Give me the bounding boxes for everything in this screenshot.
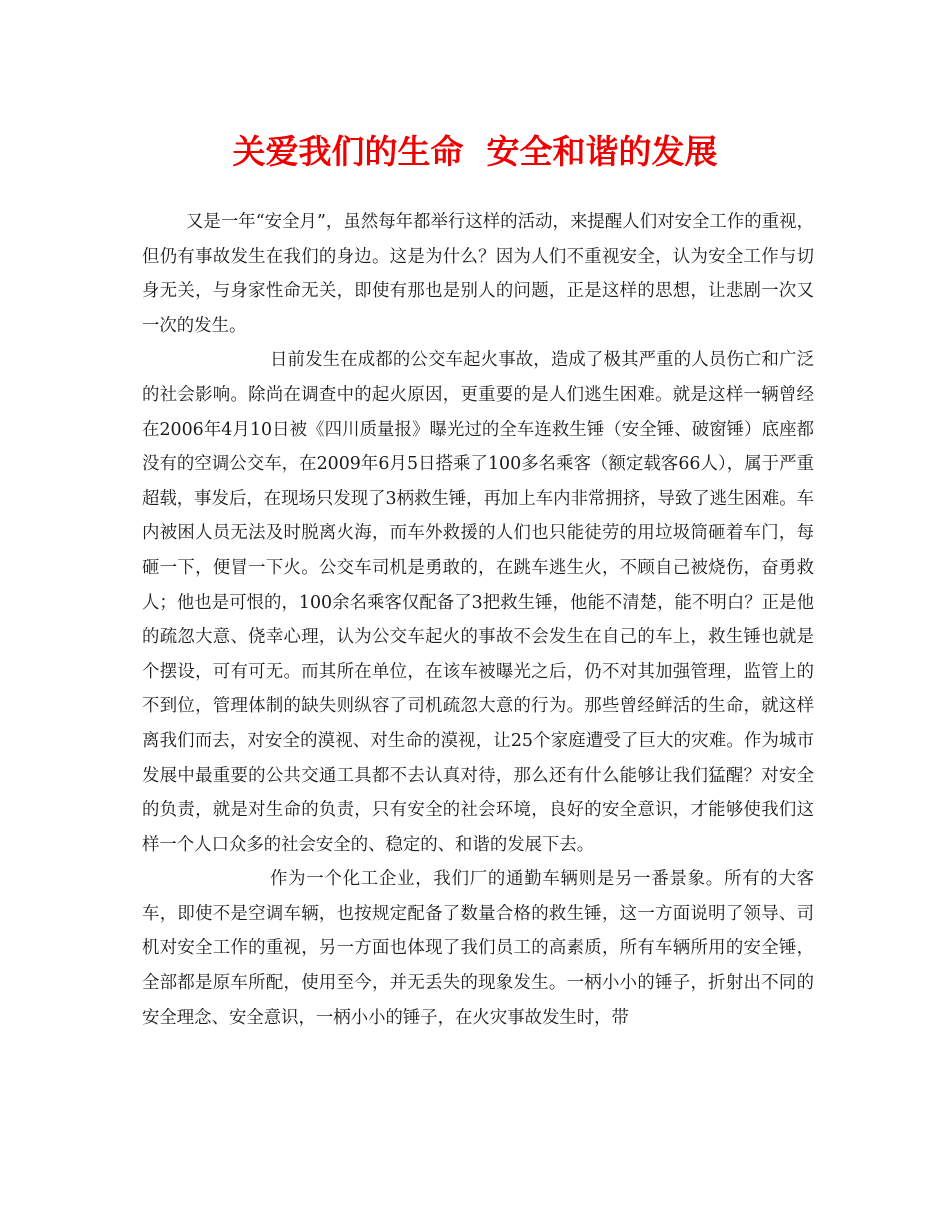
paragraph-3: 作为一个化工企业，我们厂的通勤车辆则是另一番景象。所有的大客车，即使不是空调车辆，也按规定配备了数量合格的救生锤，这一方面说明了领导、司机对安全工作的重视，另一方面也体现了我们员工的高素质，所有车辆所用的安全锤，全部都是原车所配，使用至今，并无丢失的现象发生。一柄小小的锤子，折射出不同的安全理念、安全意识，一柄小小的锤子，在火灾事故发生时，带 <box>142 869 814 1028</box>
document-title: 关爱我们的生命 安全和谐的发展 <box>232 132 718 171</box>
document-body <box>142 205 814 1035</box>
paragraph-1: 又是一年“安全月”，虽然每年都举行这样的活动，来提醒人们对安全工作的重视，但仍有事故发生在我们的身边。这是为什么？因为人们不重视安全，认为安全工作与切身无关，与身家性命无关，即使有那也是别人的问题，正是这样的思想，让悲剧一次又一次的发生。 <box>142 212 814 336</box>
paragraph-2: 日前发生在成都的公交车起火事故，造成了极其严重的人员伤亡和广泛的社会影响。除尚在调查中的起火原因，更重要的是人们逃生困难。就是这样一辆曾经在2006年4月10日被《四川质量报》曝光过的全车连救生锤（安全锤、破窗锤）底座都没有的空调公交车，在2009年6月5日搭乘了100多名乘客（额定载客66人），属于严重超载，事发后，在现场只发现了3柄救生锤，再加上车内非常拥挤，导致了逃生困难。车内被困人员无法及时脱离火海，而车外救援的人们也只能徒劳的用垃圾筒砸着车门，每砸一下，便冒一下火。公交车司机是勇敢的，在跳车逃生火，不顾自己被烧伤，奋勇救人；他也是可恨的，100余名乘客仅配备了3把救生锤，他能不清楚，能不明白？正是他的疏忽大意、侥幸心理，认为公交车起火的事故不会发生在自己的车上，救生锤也就是个摆设，可有可无。而其所在单位，在该车被曝光之后，仍不对其加强管理，监管上的不到位，管理体制的缺失则纵容了司机疏忽大意的行为。那些曾经鲜活的生命，就这样离我们而去，对安全的漠视、对生命的漠视，让25个家庭遭受了巨大的灾难。作为城市发展中最重要的公共交通工具都不去认真对待，那么还有什么能够让我们猛醒？对安全的负责，就是对生命的负责，只有安全的社会环境，良好的安全意识，才能够使我们这样一个人口众多的社会安全的、稳定的、和谐的发展下去。 <box>142 350 814 855</box>
